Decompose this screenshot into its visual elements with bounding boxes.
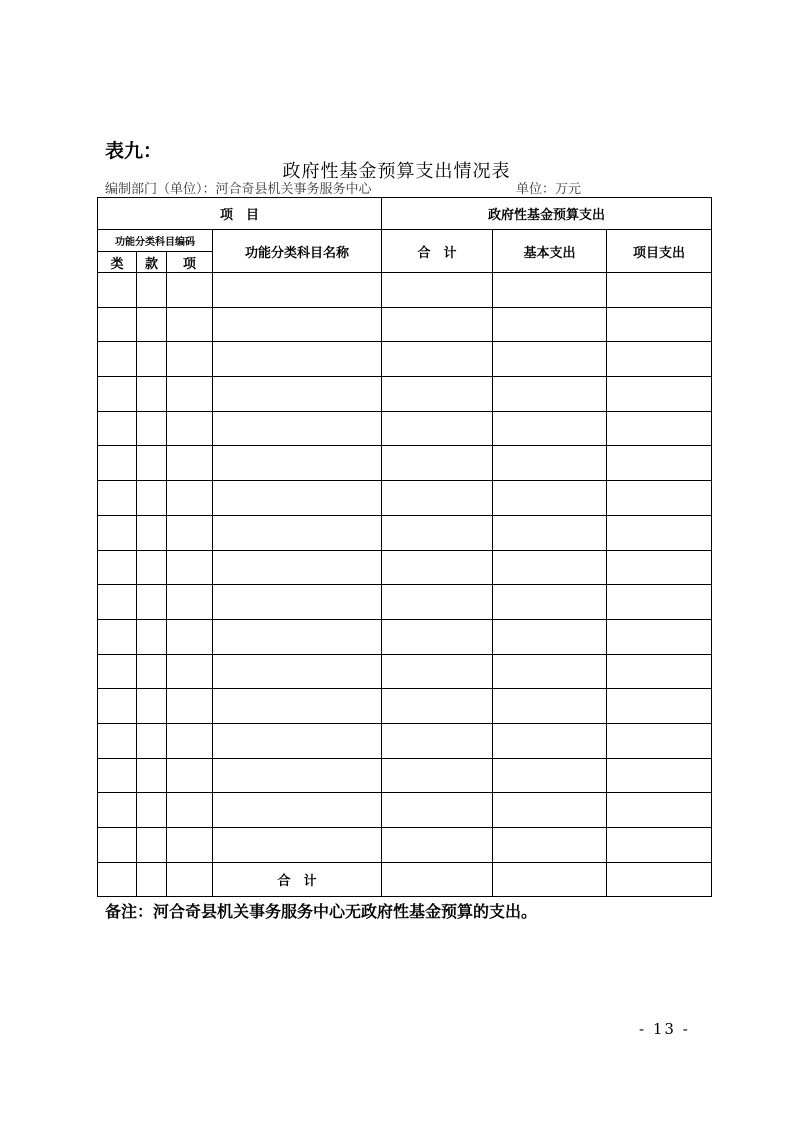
table-cell bbox=[493, 793, 607, 828]
table-cell bbox=[98, 619, 137, 654]
table-cell bbox=[213, 550, 382, 585]
table-cell bbox=[98, 307, 137, 342]
table-cell bbox=[607, 654, 712, 689]
table-cell bbox=[213, 689, 382, 724]
table-cell bbox=[382, 793, 493, 828]
table-cell bbox=[167, 273, 213, 308]
table-row bbox=[98, 828, 712, 863]
table-cell bbox=[213, 411, 382, 446]
table-cell bbox=[607, 446, 712, 481]
table-cell bbox=[98, 481, 137, 516]
table-row bbox=[98, 342, 712, 377]
table-cell bbox=[213, 828, 382, 863]
table-cell bbox=[137, 481, 167, 516]
table-cell bbox=[382, 307, 493, 342]
table-row bbox=[98, 307, 712, 342]
table-cell bbox=[493, 689, 607, 724]
table-cell bbox=[493, 619, 607, 654]
table-cell bbox=[98, 654, 137, 689]
table-cell bbox=[607, 585, 712, 620]
page-title: 政府性基金预算支出情况表 bbox=[282, 161, 511, 182]
table-cell bbox=[493, 585, 607, 620]
code-item-header: 项 bbox=[167, 252, 213, 273]
table-cell bbox=[607, 550, 712, 585]
table-cell bbox=[493, 654, 607, 689]
table-cell bbox=[607, 793, 712, 828]
table-cell bbox=[137, 793, 167, 828]
table-cell bbox=[493, 550, 607, 585]
table-row bbox=[98, 481, 712, 516]
total-row bbox=[98, 862, 712, 897]
table-cell bbox=[167, 342, 213, 377]
table-cell bbox=[607, 307, 712, 342]
table-cell bbox=[213, 654, 382, 689]
page-number: - 13 - bbox=[639, 1020, 690, 1038]
total-column-header: 合 计 bbox=[382, 230, 493, 273]
table-cell bbox=[167, 446, 213, 481]
table-cell bbox=[98, 446, 137, 481]
table-cell bbox=[607, 758, 712, 793]
table-cell bbox=[382, 377, 493, 412]
table-cell bbox=[167, 585, 213, 620]
table-cell bbox=[137, 307, 167, 342]
table-cell bbox=[213, 273, 382, 308]
table-row bbox=[98, 515, 712, 550]
table-cell bbox=[137, 862, 167, 897]
code-class-header: 类 bbox=[98, 252, 137, 273]
table-cell bbox=[607, 828, 712, 863]
table-cell bbox=[382, 619, 493, 654]
table-cell bbox=[382, 411, 493, 446]
table-cell bbox=[213, 619, 382, 654]
table-cell bbox=[167, 793, 213, 828]
table-cell bbox=[382, 758, 493, 793]
table-cell bbox=[137, 273, 167, 308]
table-cell bbox=[98, 723, 137, 758]
function-code-header: 功能分类科目编码 bbox=[98, 230, 213, 252]
table-row bbox=[98, 654, 712, 689]
table-cell bbox=[98, 515, 137, 550]
table-cell bbox=[137, 585, 167, 620]
table-cell bbox=[607, 723, 712, 758]
table-cell bbox=[167, 515, 213, 550]
table-cell bbox=[213, 758, 382, 793]
total-row-label: 合 计 bbox=[213, 862, 382, 897]
table-cell bbox=[167, 758, 213, 793]
table-cell bbox=[607, 689, 712, 724]
table-cell bbox=[98, 342, 137, 377]
table-row bbox=[98, 723, 712, 758]
table-cell bbox=[493, 862, 607, 897]
table-row bbox=[98, 550, 712, 585]
table-cell bbox=[167, 862, 213, 897]
table-cell bbox=[607, 377, 712, 412]
table-cell bbox=[167, 619, 213, 654]
table-cell bbox=[382, 689, 493, 724]
table-cell bbox=[382, 723, 493, 758]
table-row bbox=[98, 585, 712, 620]
department-label: 编制部门（单位）：河合奇县机关事务服务中心 bbox=[105, 182, 372, 197]
table-cell bbox=[382, 273, 493, 308]
table-cell bbox=[382, 342, 493, 377]
table-cell bbox=[493, 515, 607, 550]
table-cell bbox=[137, 550, 167, 585]
table-cell bbox=[137, 446, 167, 481]
unit-label: 单位：万元 bbox=[516, 182, 582, 197]
table-cell bbox=[382, 446, 493, 481]
item-header: 项 目 bbox=[98, 198, 382, 230]
table-cell bbox=[98, 411, 137, 446]
table-cell bbox=[493, 723, 607, 758]
table-cell bbox=[607, 273, 712, 308]
table-row bbox=[98, 619, 712, 654]
table-cell bbox=[213, 342, 382, 377]
table-cell bbox=[493, 377, 607, 412]
table-cell bbox=[167, 828, 213, 863]
table-cell bbox=[607, 342, 712, 377]
table-cell bbox=[607, 481, 712, 516]
function-name-header: 功能分类科目名称 bbox=[213, 230, 382, 273]
table-cell bbox=[382, 654, 493, 689]
remark-note: 备注：河合奇县机关事务服务中心无政府性基金预算的支出。 bbox=[105, 902, 538, 921]
table-cell bbox=[137, 828, 167, 863]
project-expenditure-header: 项目支出 bbox=[607, 230, 712, 273]
table-cell bbox=[213, 446, 382, 481]
basic-expenditure-header: 基本支出 bbox=[493, 230, 607, 273]
table-row bbox=[98, 758, 712, 793]
table-cell bbox=[167, 377, 213, 412]
table-cell bbox=[607, 862, 712, 897]
code-section-header: 款 bbox=[137, 252, 167, 273]
table-row bbox=[98, 689, 712, 724]
table-cell bbox=[98, 758, 137, 793]
table-cell bbox=[137, 342, 167, 377]
table-cell bbox=[98, 828, 137, 863]
table-cell bbox=[213, 723, 382, 758]
table-cell bbox=[98, 689, 137, 724]
table-cell bbox=[382, 515, 493, 550]
table-cell bbox=[137, 411, 167, 446]
table-cell bbox=[493, 481, 607, 516]
table-cell bbox=[493, 758, 607, 793]
table-cell bbox=[382, 828, 493, 863]
table-cell bbox=[167, 689, 213, 724]
table-cell bbox=[137, 377, 167, 412]
table-cell bbox=[607, 619, 712, 654]
table-cell bbox=[213, 307, 382, 342]
table-cell bbox=[213, 481, 382, 516]
table-cell bbox=[137, 619, 167, 654]
table-row bbox=[98, 377, 712, 412]
table-row bbox=[98, 411, 712, 446]
table-cell bbox=[167, 411, 213, 446]
table-cell bbox=[493, 273, 607, 308]
table-cell bbox=[137, 758, 167, 793]
table-cell bbox=[167, 723, 213, 758]
table-row bbox=[98, 793, 712, 828]
table-cell bbox=[167, 654, 213, 689]
table-cell bbox=[213, 377, 382, 412]
table-cell bbox=[382, 862, 493, 897]
table-cell bbox=[382, 550, 493, 585]
table-cell bbox=[607, 411, 712, 446]
table-cell bbox=[493, 307, 607, 342]
table-cell bbox=[137, 723, 167, 758]
table-cell bbox=[98, 585, 137, 620]
table-cell bbox=[98, 273, 137, 308]
table-cell bbox=[493, 342, 607, 377]
fund-expenditure-header: 政府性基金预算支出 bbox=[382, 198, 712, 230]
table-cell bbox=[98, 862, 137, 897]
table-cell bbox=[167, 481, 213, 516]
table-cell bbox=[167, 550, 213, 585]
table-row bbox=[98, 446, 712, 481]
table-cell bbox=[382, 481, 493, 516]
table-cell bbox=[607, 515, 712, 550]
table-cell bbox=[137, 515, 167, 550]
table-cell bbox=[493, 411, 607, 446]
table-cell bbox=[98, 550, 137, 585]
table-cell bbox=[213, 793, 382, 828]
table-cell bbox=[98, 793, 137, 828]
table-row bbox=[98, 273, 712, 308]
table-cell bbox=[167, 307, 213, 342]
table-cell bbox=[137, 689, 167, 724]
table-cell bbox=[382, 585, 493, 620]
table-label: 表九： bbox=[105, 140, 163, 162]
table-cell bbox=[137, 654, 167, 689]
table-cell bbox=[493, 828, 607, 863]
table-cell bbox=[213, 515, 382, 550]
table-cell bbox=[493, 446, 607, 481]
table-cell bbox=[98, 377, 137, 412]
table-cell bbox=[213, 585, 382, 620]
budget-expenditure-table bbox=[97, 197, 712, 897]
